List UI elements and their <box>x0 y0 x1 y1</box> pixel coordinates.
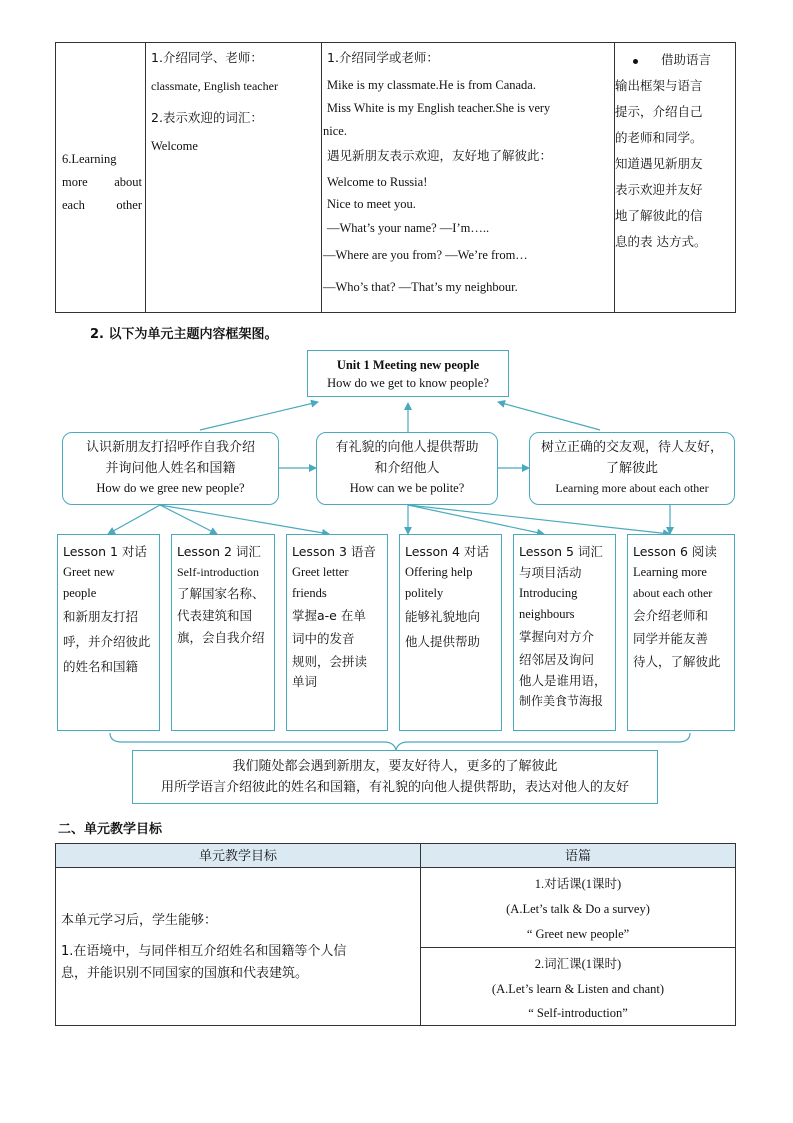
summary-brace <box>110 733 690 750</box>
goal-1-line-2: 息，并能识别不同国家的国旗和代表建筑。 <box>61 966 309 981</box>
unit-title: Unit 1 Meeting new people <box>336 358 480 372</box>
theme-2-zh-line-2: 和介绍他人 <box>374 461 440 476</box>
text-1-cell <box>421 868 736 948</box>
lesson-6-line-5: 同学并能友善 <box>633 631 709 646</box>
lesson-3-line-6: 规则，会拼读 <box>292 654 368 669</box>
goal-header-right <box>421 844 736 868</box>
lesson-box-5 <box>513 534 616 731</box>
lesson-title: 6.Learning more about each other <box>62 152 142 212</box>
note-line-3: 提示，介绍自己 <box>615 104 703 119</box>
text-2-sub: (A.Let’s learn & Listen and chant) <box>491 982 665 996</box>
arrow-theme2-lesson6 <box>408 505 670 534</box>
arrow-theme1-lesson3 <box>160 505 329 534</box>
note-line-6: 表示欢迎并友好 <box>615 182 703 197</box>
theme-3-en: Learning more about each other <box>555 481 709 495</box>
lesson-6-title: Lesson 6 阅读 <box>633 544 717 559</box>
sentence-line-6: —What’s your name? —I’m….. <box>327 221 490 235</box>
theme-1-zh-line-1: 认识新朋友打招呼作自我介绍 <box>85 440 255 455</box>
lesson-1-title: Lesson 1 对话 <box>63 544 147 559</box>
lesson-1-line-6: 的姓名和国籍 <box>63 659 139 674</box>
lesson-6-line-3: about each other <box>633 586 713 600</box>
goal-description-cell <box>56 868 421 1026</box>
note-line-1: 借助语言 <box>661 52 712 67</box>
lesson-6-line-4: 会介绍老师和 <box>633 608 709 623</box>
lesson-4-line-2: Offering help <box>405 565 473 579</box>
lesson-1-line-2: Greet new <box>63 565 115 579</box>
theme-box-3 <box>529 432 735 505</box>
lesson-4-line-3: politely <box>405 586 444 600</box>
lesson-3-line-4: 掌握a-e 在单 <box>292 608 366 623</box>
arrow-theme1-unit <box>200 402 318 430</box>
section-two-title: 二、单元教学目标 <box>58 822 163 837</box>
note-line-4: 的老师和同学。 <box>615 130 703 145</box>
note-line-5: 知道遇见新朋友 <box>615 156 703 171</box>
lesson-2-line-3: 了解国家名称、 <box>177 586 265 601</box>
text-1-title: 1.对话课(1课时) <box>534 877 622 891</box>
text-1-sub: (A.Let’s talk & Do a survey) <box>506 902 650 916</box>
lesson-box-4 <box>399 534 502 731</box>
lesson-3-line-5: 词中的发音 <box>292 631 355 646</box>
lesson-2-title: Lesson 2 词汇 <box>177 544 261 559</box>
sentence-line-5: Nice to meet you. <box>327 197 416 211</box>
contents-item-1: 1.介绍同学、老师： <box>151 50 263 65</box>
lesson-4-title: Lesson 4 对话 <box>405 544 489 559</box>
lesson-3-line-3: friends <box>292 586 327 600</box>
goal-1-line-1: 1.在语境中，与同伴相互介绍姓名和国籍等个人信 <box>61 944 347 959</box>
text-2-name: “ Self-introduction” <box>528 1006 628 1020</box>
text-2-title: 2.词汇课(1课时) <box>534 957 622 971</box>
lesson-5-line-6: 绍邻居及询问 <box>519 652 595 667</box>
lesson-2-line-2: Self-introduction <box>177 565 259 579</box>
sentence-line-4: Welcome to Russia! <box>327 175 428 189</box>
sentence-line-2: Miss White is my English teacher.She is very <box>327 101 551 115</box>
sentence-line-3: 遇见新朋友表示欢迎，友好地了解彼此： <box>327 148 553 163</box>
sentences-heading: 1.介绍同学或老师： <box>327 50 439 65</box>
contents-item-2: 2.表示欢迎的词汇： <box>151 110 263 125</box>
lesson-1-line-4: 和新朋友打招 <box>63 609 139 624</box>
theme-box-1 <box>62 432 279 505</box>
lesson-4-line-5: 他人提供帮助 <box>405 634 481 649</box>
theme-3-zh-line-2: 了解彼此 <box>605 461 658 476</box>
summary-line-2: 用所学语言介绍彼此的姓名和国籍，有礼貌的向他人提供帮助，表达对他人的友好 <box>160 780 629 795</box>
lesson-6-line-6: 待人，了解彼此 <box>633 654 721 669</box>
unit-question: How do we get to know people? <box>327 376 489 390</box>
arrow-theme3-unit <box>498 402 600 430</box>
goal-intro: 本单元学习后，学生能够： <box>61 913 218 928</box>
theme-2-en: How can we be polite? <box>349 481 465 495</box>
lesson-box-3 <box>286 534 388 731</box>
lesson-5-line-7: 他人是谁用语， <box>519 673 607 688</box>
goal-header-right-text: 语篇 <box>564 849 591 864</box>
lesson-box-6 <box>627 534 735 731</box>
theme-box-2 <box>316 432 498 505</box>
goal-header-left <box>56 844 421 868</box>
theme-1-zh-line-2: 并询问他人姓名和国籍 <box>105 461 236 476</box>
lesson-1-line-3: people <box>63 586 97 600</box>
sentence-line-8: —Who’s that? —That’s my neighbour. <box>323 280 518 294</box>
sentence-line-1: Mike is my classmate.He is from Canada. <box>327 78 536 92</box>
lesson-6-line-2: Learning more <box>633 565 707 579</box>
note-line-2: 输出框架与语言 <box>615 78 703 93</box>
contents-item-1-words: classmate, English teacher <box>151 79 278 93</box>
lesson-box-2 <box>171 534 275 731</box>
unit-goals-table <box>55 843 736 1026</box>
lesson-3-title: Lesson 3 语音 <box>292 544 376 559</box>
lesson-5-line-4: neighbours <box>519 607 575 621</box>
arrow-theme1-lesson1 <box>108 505 160 534</box>
lesson-5-line-2: 与项目活动 <box>519 565 582 580</box>
sentence-line-2b: nice. <box>323 124 347 138</box>
text-2-cell <box>421 948 736 1026</box>
summary-box <box>132 750 658 804</box>
arrow-theme2-lesson5 <box>408 505 544 534</box>
section-2-title: 2. 以下为单元主题内容框架图。 <box>90 327 278 342</box>
lesson-2-line-5: 旗，会自我介绍 <box>177 630 265 645</box>
summary-line-1: 我们随处都会遇到新朋友，要友好待人，更多的了解彼此 <box>232 759 558 774</box>
lesson-3-line-7: 单词 <box>292 674 318 689</box>
theme-2-zh-line-1: 有礼貌的向他人提供帮助 <box>335 440 479 455</box>
lesson-3-line-2: Greet letter <box>292 565 349 579</box>
lesson-5-line-3: Introducing <box>519 586 578 600</box>
lesson-5-line-8: 制作美食节海报 <box>519 694 604 708</box>
theme-3-zh-line-1: 树立正确的交友观，待人友好， <box>540 440 723 455</box>
note-line-7: 地了解彼此的信 <box>615 208 703 223</box>
lesson-1-line-5: 呼，并介绍彼此 <box>63 634 151 649</box>
note-line-8: 息的表 达方式。 <box>615 234 707 249</box>
lesson-4-line-4: 能够礼貌地向 <box>405 609 481 624</box>
lesson-2-line-4: 代表建筑和国 <box>177 608 253 623</box>
goal-header-left-text: 单元教学目标 <box>198 849 277 864</box>
contents-item-2-words: Welcome <box>151 139 198 153</box>
sentence-line-7: —Where are you from? —We’re from… <box>323 248 528 262</box>
unit-box <box>307 350 509 397</box>
lesson-box-1 <box>57 534 160 731</box>
text-1-name: “ Greet new people” <box>526 927 630 941</box>
lesson-5-line-5: 掌握向对方介 <box>519 629 595 644</box>
theme-1-en: How do we gree new people? <box>96 481 245 495</box>
lesson-5-title: Lesson 5 词汇 <box>519 544 603 559</box>
